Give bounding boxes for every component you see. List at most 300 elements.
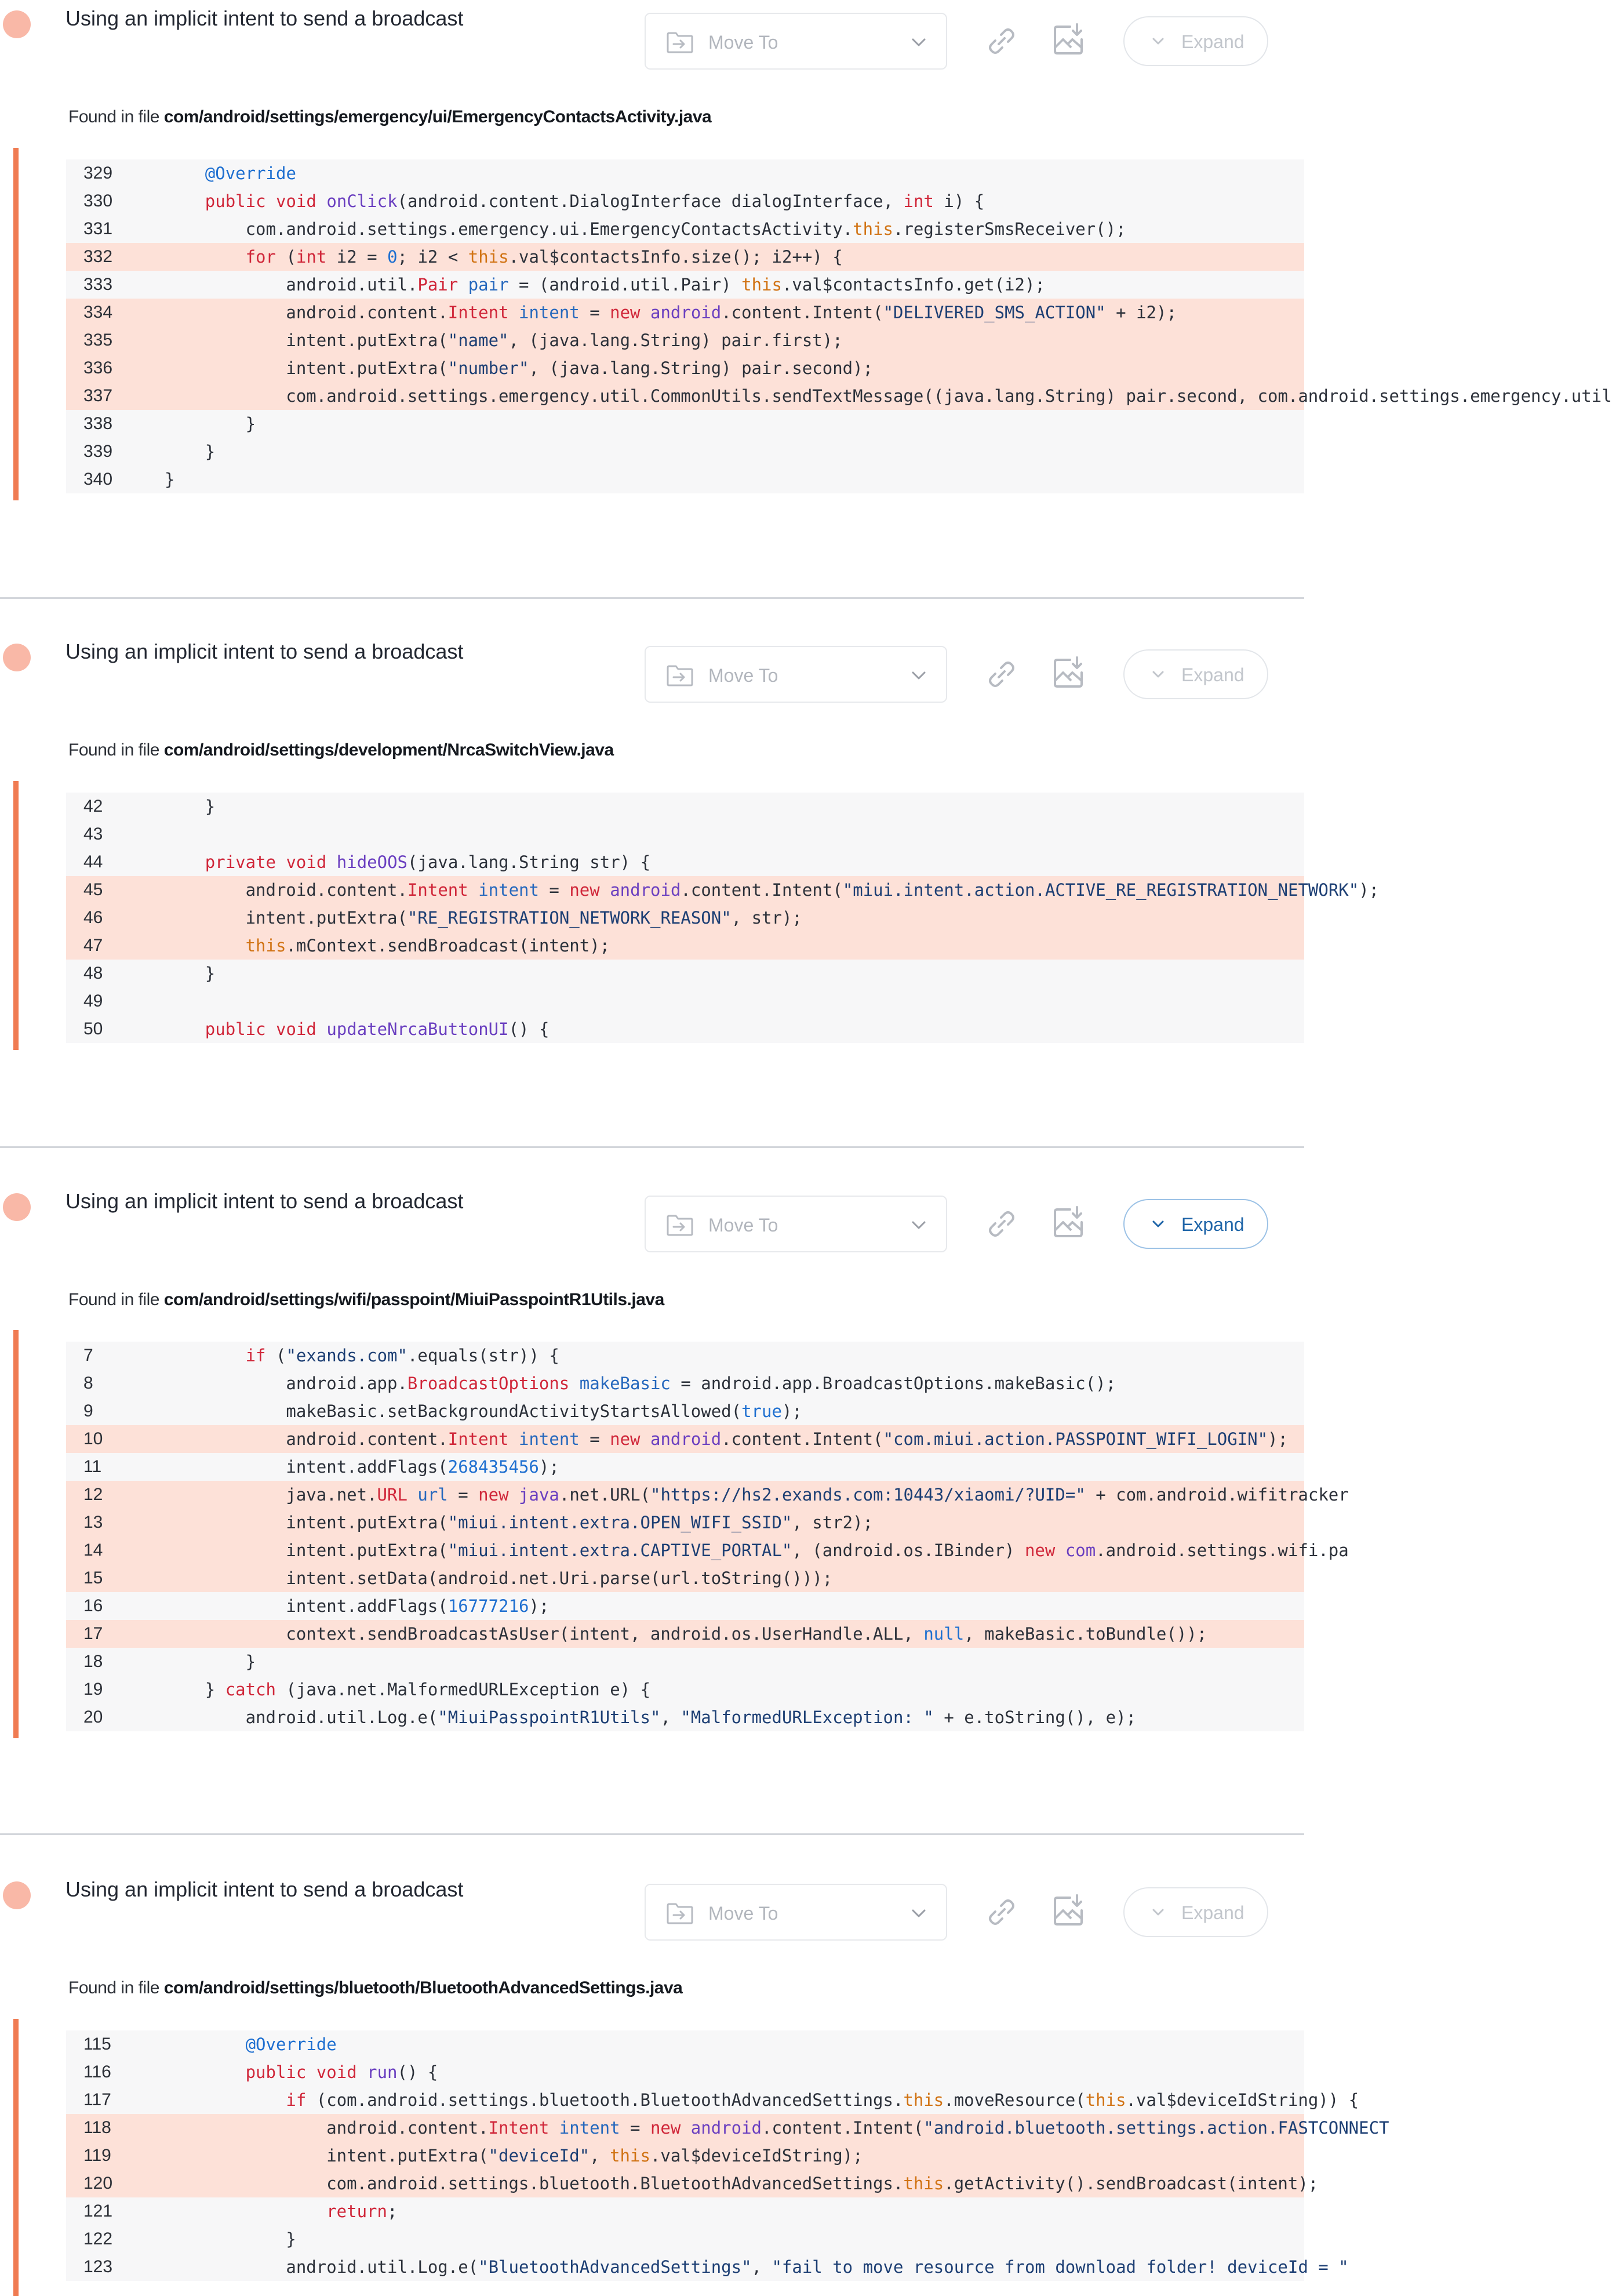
code-token: , (java.lang.String) pair.first); xyxy=(508,330,843,350)
line-number: 9 xyxy=(83,1401,93,1421)
code-token: intent xyxy=(518,303,580,322)
line-number: 122 xyxy=(83,2229,113,2248)
code-token: intent.addFlags( xyxy=(286,1596,448,1616)
expand-button[interactable] xyxy=(1123,1887,1268,1937)
code-snippet xyxy=(13,148,1612,500)
move-to-label: Move To xyxy=(708,665,778,686)
code-line xyxy=(66,2253,1349,2281)
code-token: com.android.settings.bluetooth.BluetoothAdvancedSettings. xyxy=(326,2174,904,2193)
code-text xyxy=(246,904,802,932)
line-number: 115 xyxy=(83,2035,111,2054)
line-number: 339 xyxy=(83,442,113,461)
code-token: "fail to move resource from download folder! deviceId = " xyxy=(772,2257,1349,2277)
code-token: url xyxy=(417,1485,448,1505)
code-token: this xyxy=(741,275,782,295)
finding-title: Using an implicit intent to send a broadcast xyxy=(66,6,464,30)
code-token: intent.putExtra( xyxy=(326,2146,489,2166)
line-number: 48 xyxy=(83,964,103,983)
move-to-dropdown[interactable] xyxy=(645,1884,947,1941)
code-token: "RE_REGISTRATION_NETWORK_REASON" xyxy=(407,908,732,928)
code-token: this xyxy=(610,2146,650,2166)
code-text xyxy=(246,1648,256,1676)
code-token xyxy=(468,880,478,900)
code-text xyxy=(205,187,984,215)
code-token: intent.putExtra( xyxy=(286,1513,448,1532)
code-token: makeBasic.setBackgroundActivityStartsAllowed( xyxy=(286,1401,742,1421)
code-token: onClick xyxy=(326,191,398,211)
chevron-down-icon xyxy=(909,1903,929,1923)
code-token: = xyxy=(538,880,570,900)
link-icon[interactable] xyxy=(984,656,1020,692)
line-number: 18 xyxy=(83,1652,103,1671)
code-token xyxy=(458,275,468,295)
move-to-dropdown[interactable] xyxy=(645,1196,947,1252)
code-line xyxy=(66,1676,1304,1703)
code-line xyxy=(66,466,1304,493)
move-to-dropdown[interactable] xyxy=(645,13,947,70)
code-line xyxy=(66,1648,1304,1676)
line-number: 13 xyxy=(83,1513,103,1532)
move-to-label: Move To xyxy=(708,1215,778,1236)
code-token: .val$contactsInfo.get(i2); xyxy=(781,275,1045,295)
code-token: "miui.intent.action.ACTIVE_RE_REGISTRATION_NETWORK" xyxy=(842,880,1359,900)
code-line xyxy=(66,2058,1304,2086)
code-token: android.app. xyxy=(286,1374,407,1393)
code-text xyxy=(246,2030,337,2058)
code-token: } xyxy=(205,442,216,462)
code-token: .val$deviceIdString)) { xyxy=(1126,2090,1359,2110)
code-token: = xyxy=(579,303,610,322)
code-token: .moveResource( xyxy=(944,2090,1086,2110)
code-token: , str2); xyxy=(792,1513,874,1532)
code-token: ; i2 < xyxy=(397,247,468,267)
code-token: 0 xyxy=(387,247,398,267)
chevron-down-icon xyxy=(909,1215,929,1235)
code-token: new xyxy=(650,2118,681,2138)
found-in-file xyxy=(68,1287,664,1313)
code-text xyxy=(286,1564,832,1592)
code-token: "miui.intent.extra.OPEN_WIFI_SSID" xyxy=(447,1513,792,1532)
code-line xyxy=(66,1369,1304,1397)
code-token: i) { xyxy=(933,191,985,211)
image-download-icon[interactable] xyxy=(1050,655,1086,691)
code-token: makeBasic xyxy=(579,1374,671,1393)
code-token: "exands.com" xyxy=(286,1346,407,1365)
line-number: 10 xyxy=(83,1429,103,1448)
code-token: intent xyxy=(518,1429,580,1449)
code-text xyxy=(205,960,215,987)
code-token: Intent xyxy=(447,1429,509,1449)
code-text xyxy=(246,932,610,960)
code-token xyxy=(681,2118,690,2138)
code-token: } xyxy=(165,470,175,489)
code-token: pair xyxy=(468,275,509,295)
highlighted-code-line xyxy=(66,1481,1349,1509)
code-text xyxy=(326,2197,397,2225)
code-token: android xyxy=(610,880,681,900)
chevron-down-icon xyxy=(1150,33,1166,49)
expand-button[interactable] xyxy=(1123,1199,1268,1249)
code-token: "android.bluetooth.settings.action.FASTCONNECT xyxy=(923,2118,1389,2138)
code-token: .content.Intent( xyxy=(721,1429,883,1449)
code-token: new xyxy=(610,1429,641,1449)
highlighted-code-line xyxy=(66,1425,1304,1453)
code-text xyxy=(286,299,1177,326)
code-text xyxy=(205,1676,650,1703)
code-token: intent xyxy=(478,880,539,900)
found-in-prefix: Found in file xyxy=(68,740,159,760)
line-number: 19 xyxy=(83,1680,103,1699)
line-number: 49 xyxy=(83,991,103,1011)
expand-button[interactable] xyxy=(1123,16,1268,66)
code-line xyxy=(66,1592,1304,1620)
code-token: intent.setData(android.net.Uri.parse(url.toString())); xyxy=(286,1568,833,1588)
code-text xyxy=(246,1342,559,1369)
line-number: 44 xyxy=(83,852,103,871)
code-line xyxy=(66,2225,1304,2253)
code-token: BroadcastOptions xyxy=(407,1374,570,1393)
line-number: 121 xyxy=(83,2201,113,2221)
severity-indicator xyxy=(3,1881,31,1909)
code-token: "MalformedURLException: " xyxy=(681,1708,934,1727)
chevron-down-icon xyxy=(909,666,929,685)
line-number: 46 xyxy=(83,908,103,927)
code-text xyxy=(286,354,873,382)
code-text xyxy=(246,410,256,438)
code-token: com.android.settings.emergency.util.CommonUtils.sendTextMessage((java.lang.String) pair.second, com.android.settings.emergency.util xyxy=(286,386,1612,406)
finding-separator xyxy=(0,1833,1304,1835)
code-token: this xyxy=(245,936,286,956)
code-token: , xyxy=(660,1708,681,1727)
code-text xyxy=(205,159,296,187)
line-number: 336 xyxy=(83,358,113,377)
code-token: .registerSmsReceiver(); xyxy=(893,219,1126,239)
code-token: Intent xyxy=(447,303,509,322)
line-number: 333 xyxy=(83,275,113,294)
code-line xyxy=(66,2086,1359,2114)
image-download-icon[interactable] xyxy=(1050,1893,1086,1929)
code-text xyxy=(205,848,650,876)
highlighted-code-line xyxy=(66,2170,1319,2197)
code-token: } xyxy=(205,1680,225,1699)
code-text xyxy=(246,1703,1136,1731)
code-text xyxy=(286,1453,559,1481)
code-token: .content.Intent( xyxy=(762,2118,924,2138)
code-text xyxy=(246,876,1380,904)
code-line xyxy=(66,410,1304,438)
code-token: new xyxy=(1024,1541,1056,1560)
code-token: public void xyxy=(245,2062,367,2082)
code-token: "com.miui.action.PASSPOINT_WIFI_LOGIN" xyxy=(883,1429,1268,1449)
code-token: } xyxy=(205,797,216,816)
code-token: Intent xyxy=(407,880,468,900)
line-number: 338 xyxy=(83,414,113,433)
highlighted-code-line xyxy=(66,382,1612,410)
highlighted-code-line xyxy=(66,2142,1304,2170)
code-token xyxy=(509,1429,519,1449)
code-lines xyxy=(66,2030,1389,2281)
code-token: ); xyxy=(529,1596,550,1616)
line-number: 332 xyxy=(83,247,113,266)
expand-label: Expand xyxy=(1181,664,1245,685)
code-token: this xyxy=(468,247,509,267)
expand-label: Expand xyxy=(1181,1214,1245,1235)
image-download-icon[interactable] xyxy=(1050,22,1086,58)
code-token: com.android.settings.emergency.ui.EmergencyContactsActivity. xyxy=(245,219,853,239)
code-token: = xyxy=(447,1485,479,1505)
code-line xyxy=(66,1453,1304,1481)
code-token: .val$deviceIdString); xyxy=(650,2146,863,2166)
line-number: 117 xyxy=(83,2090,111,2109)
found-in-file xyxy=(68,104,711,130)
code-text xyxy=(286,1397,802,1425)
line-number: 15 xyxy=(83,1568,103,1587)
code-token: ); xyxy=(1268,1429,1288,1449)
code-token: = (android.util.Pair) xyxy=(508,275,742,295)
line-number: 8 xyxy=(83,1374,93,1393)
code-text xyxy=(286,2086,1359,2114)
code-token: this xyxy=(1085,2090,1126,2110)
severity-indicator xyxy=(3,644,31,671)
code-token xyxy=(1055,1541,1065,1560)
code-token: Pair xyxy=(417,275,459,295)
finding-separator xyxy=(0,597,1304,599)
code-token: 16777216 xyxy=(447,1596,529,1616)
code-token: .getActivity().sendBroadcast(intent); xyxy=(944,2174,1319,2193)
line-number: 340 xyxy=(83,470,113,489)
line-number: 330 xyxy=(83,191,113,210)
line-number: 334 xyxy=(83,303,113,322)
code-text xyxy=(246,2058,438,2086)
found-in-prefix: Found in file xyxy=(68,1978,159,1997)
code-snippet xyxy=(13,781,1380,1050)
code-token: java.net. xyxy=(286,1485,377,1505)
line-number: 331 xyxy=(83,219,113,238)
code-text xyxy=(246,215,1126,243)
code-token: android.content. xyxy=(245,880,407,900)
code-lines xyxy=(66,159,1612,493)
code-token: ; xyxy=(387,2201,398,2221)
highlighted-code-line xyxy=(66,299,1304,326)
code-token: android xyxy=(650,1429,722,1449)
code-token: new xyxy=(610,303,641,322)
code-text xyxy=(246,243,843,271)
code-token: "miui.intent.extra.CAPTIVE_PORTAL" xyxy=(447,1541,792,1560)
code-token: this xyxy=(853,219,894,239)
line-number: 16 xyxy=(83,1596,103,1615)
code-token: intent.putExtra( xyxy=(286,330,448,350)
code-token: android.content. xyxy=(286,1429,448,1449)
code-text xyxy=(205,1015,550,1043)
code-token: , xyxy=(751,2257,772,2277)
line-number: 120 xyxy=(83,2174,113,2193)
code-text xyxy=(326,2170,1318,2197)
code-snippet xyxy=(13,1330,1349,1738)
code-token: (java.net.MalformedURLException e) { xyxy=(276,1680,651,1699)
code-token: intent.putExtra( xyxy=(286,358,448,378)
code-text xyxy=(286,1509,873,1536)
code-token: + com.android.wifitracker xyxy=(1085,1485,1349,1505)
code-token: return xyxy=(326,2201,387,2221)
code-token: android.util.Log.e( xyxy=(245,1708,438,1727)
code-text xyxy=(286,1481,1348,1509)
code-line xyxy=(66,215,1304,243)
code-line xyxy=(66,271,1304,299)
line-number: 335 xyxy=(83,330,113,350)
move-folder-icon xyxy=(665,1213,694,1237)
expand-label: Expand xyxy=(1181,31,1245,52)
found-in-file xyxy=(68,738,614,763)
severity-indicator xyxy=(3,10,31,38)
line-number: 14 xyxy=(83,1541,103,1560)
code-token: } xyxy=(286,2229,296,2249)
severity-bar xyxy=(13,781,19,1050)
line-number: 12 xyxy=(83,1485,103,1504)
line-number: 118 xyxy=(83,2118,111,2137)
code-token: hideOOS xyxy=(336,852,407,872)
finding-card xyxy=(0,0,1612,597)
line-number: 42 xyxy=(83,797,103,816)
finding-card xyxy=(0,633,1380,1146)
expand-button[interactable] xyxy=(1123,649,1268,699)
code-token: ( xyxy=(275,247,296,267)
highlighted-code-line xyxy=(66,1536,1349,1564)
code-token: } xyxy=(205,964,216,983)
code-token: new xyxy=(478,1485,509,1505)
code-token: if xyxy=(286,2090,307,2110)
code-token: android xyxy=(650,303,722,322)
file-path-link[interactable]: com/android/settings/development/NrcaSwitchView.java xyxy=(163,740,614,760)
code-text xyxy=(205,793,215,820)
code-token: Intent xyxy=(488,2118,550,2138)
finding-separator xyxy=(0,1146,1304,1148)
highlighted-code-line xyxy=(66,1509,1304,1536)
code-token: "BluetoothAdvancedSettings" xyxy=(478,2257,752,2277)
code-line xyxy=(66,1703,1304,1731)
file-path-link[interactable]: com/android/settings/emergency/ui/EmergencyContactsActivity.java xyxy=(163,107,712,126)
code-token: , (android.os.IBinder) xyxy=(792,1541,1025,1560)
code-token: android xyxy=(690,2118,762,2138)
line-number: 50 xyxy=(83,1019,103,1038)
code-token xyxy=(407,1485,417,1505)
code-text xyxy=(286,382,1611,410)
code-text xyxy=(205,438,215,466)
code-token: catch xyxy=(225,1680,276,1699)
code-text xyxy=(165,466,174,493)
link-icon[interactable] xyxy=(984,23,1020,59)
code-token: 268435456 xyxy=(447,1457,539,1477)
code-token xyxy=(569,1374,579,1393)
code-line xyxy=(66,848,1304,876)
code-line xyxy=(66,1015,1304,1043)
line-number: 43 xyxy=(83,824,103,844)
code-token: = xyxy=(620,2118,650,2138)
code-token: ); xyxy=(1359,880,1380,900)
code-line xyxy=(66,187,1304,215)
code-text xyxy=(286,1425,1288,1453)
code-token xyxy=(600,880,610,900)
code-token: () { xyxy=(397,2062,438,2082)
move-to-dropdown[interactable] xyxy=(645,646,947,703)
code-token: @Override xyxy=(245,2035,337,2054)
code-line xyxy=(66,2030,1304,2058)
line-number: 119 xyxy=(83,2146,111,2165)
file-path-link[interactable]: com/android/settings/bluetooth/BluetoothAdvancedSettings.java xyxy=(163,1978,683,1997)
code-line xyxy=(66,1342,1304,1369)
code-token xyxy=(549,2118,559,2138)
expand-label: Expand xyxy=(1181,1902,1245,1923)
move-to-label: Move To xyxy=(708,32,778,53)
line-number: 17 xyxy=(83,1624,103,1643)
code-token: int xyxy=(903,191,934,211)
code-snippet xyxy=(13,2019,1389,2296)
code-token: , (java.lang.String) pair.second); xyxy=(529,358,874,378)
code-token: intent.putExtra( xyxy=(245,908,407,928)
highlighted-code-line xyxy=(66,2114,1389,2142)
code-token: android.content. xyxy=(326,2118,489,2138)
code-token: } xyxy=(245,1652,256,1672)
file-path-link[interactable]: com/android/settings/wifi/passpoint/MiuiPasspointR1Utils.java xyxy=(163,1290,664,1309)
link-icon[interactable] xyxy=(984,1206,1020,1242)
code-token: this xyxy=(903,2174,944,2193)
code-line xyxy=(66,2197,1304,2225)
code-token: com xyxy=(1065,1541,1096,1560)
move-folder-icon xyxy=(665,1901,694,1926)
code-token: run xyxy=(367,2062,398,2082)
code-text xyxy=(286,1592,549,1620)
code-token: intent.putExtra( xyxy=(286,1541,448,1560)
chevron-down-icon xyxy=(1150,1216,1166,1232)
code-token: = android.app.BroadcastOptions.makeBasic(); xyxy=(670,1374,1116,1393)
code-token: true xyxy=(741,1401,782,1421)
code-token: public void xyxy=(205,191,327,211)
code-token: intent.addFlags( xyxy=(286,1457,448,1477)
code-token: .net.URL( xyxy=(559,1485,651,1505)
code-token: } xyxy=(245,414,256,434)
code-token: @Override xyxy=(205,164,296,183)
code-token: + e.toString(), e); xyxy=(933,1708,1137,1727)
code-text xyxy=(286,1369,1116,1397)
code-line xyxy=(66,438,1304,466)
line-number: 47 xyxy=(83,936,103,955)
code-line xyxy=(66,820,1304,848)
line-number: 337 xyxy=(83,386,113,405)
line-number: 20 xyxy=(83,1708,103,1727)
highlighted-code-line xyxy=(66,932,1304,960)
code-token: .val$contactsInfo.size(); i2++) { xyxy=(508,247,843,267)
code-token xyxy=(641,1429,650,1449)
move-folder-icon xyxy=(665,663,694,688)
finding-card xyxy=(0,1183,1349,1833)
code-token: "deviceId" xyxy=(488,2146,590,2166)
move-folder-icon xyxy=(665,30,694,55)
code-token: null xyxy=(923,1624,965,1644)
code-token: context.sendBroadcastAsUser(intent, android.os.UserHandle.ALL, xyxy=(286,1624,924,1644)
code-text xyxy=(286,2253,1348,2281)
code-token: ( xyxy=(265,1346,286,1365)
code-token: "MiuiPasspointR1Utils" xyxy=(438,1708,661,1727)
found-in-prefix: Found in file xyxy=(68,107,159,126)
link-icon[interactable] xyxy=(984,1894,1020,1930)
code-token: .content.Intent( xyxy=(681,880,843,900)
code-token: .android.settings.wifi.pa xyxy=(1096,1541,1349,1560)
image-download-icon[interactable] xyxy=(1050,1205,1086,1241)
severity-bar xyxy=(13,148,19,500)
line-number: 329 xyxy=(83,164,113,183)
code-token: = xyxy=(579,1429,610,1449)
code-token: this xyxy=(903,2090,944,2110)
code-text xyxy=(286,2225,296,2253)
